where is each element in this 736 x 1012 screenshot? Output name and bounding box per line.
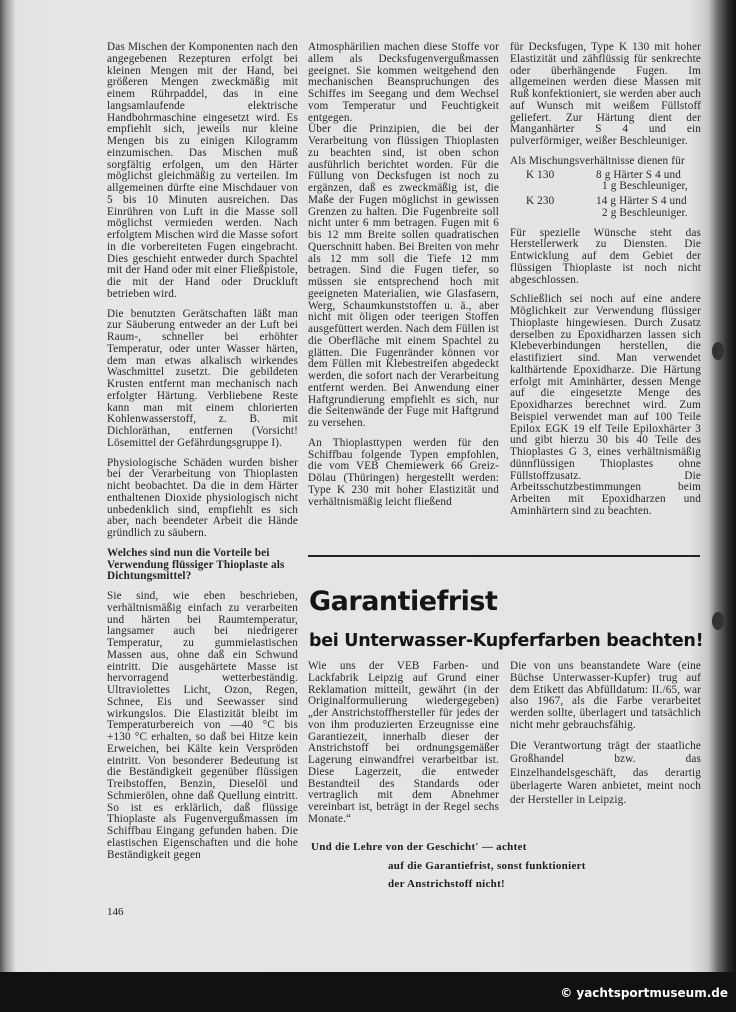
paragraph: Physiologische Schäden wurden bisher bei der Verarbeitung von Thioplasten nicht beobachtet. Da die in dem Härter enthaltenen Dioxide physiologisch nicht unbedenklich sind, empfiehlt es sich aber, nach beendeter Arbeit die Hände gründlich zu säubern.: [107, 456, 298, 539]
paragraph: An Thioplasttypen werden für den Schiffbau folgende Typen empfohlen, die vom VEB Chemiewerk 66 Greiz-Dölau (Thüringen) hergestellt werden: Type K 230 mit hoher Elastizität und verhältnismäßig leicht fließend: [308, 436, 499, 508]
ratio-line: 2 g Beschleuniger.: [602, 206, 688, 219]
paragraph: Atmosphärilien machen diese Stoffe vor allem als Decksfugenvergußmassen geeignet. Sie kommen weitgehend den mechanischen Beanspruchungen des Schiffes im Seegang und dem Wechsel vom Temperatur und Feuchtigkeit entgegen.: [308, 41, 499, 124]
type-cell: K 130: [526, 168, 555, 181]
paragraph: Die benutzten Gerätschaften läßt man zur Säuberung entweder an der Luft bei Raum-, schneller bei erhöhter Temperatur, oder unter Wasser härten, dem man etwas alkalisch wirkendes Waschmittel zusetzt. Die gebildeten Krusten entfernt man mechanisch nach erfolgter Härtung. Verbliebene Reste kann man mit einem chlorierten Kohlenwasserstoff, z. B. mit Dichloräthan, entfernen (Vorsicht! Lösemittel der Gefährdungsgruppe I).: [107, 307, 298, 449]
column-1: [107, 42, 298, 869]
binding-hole: [712, 612, 724, 630]
paragraph: Schließlich sei noch auf eine andere Möglichkeit zur Verwendung flüssiger Thioplaste hingewiesen. Durch Zusatz derselben zu Epoxidharzen lassen sich Klebeverbindungen herstellen, die elastifiziert sind. Man verwendet kalthärtende Epoxidharze. Die Härtung erfolgt mit Aminhärter, dessen Menge auf die eingesetzte Menge des Epoxidharzes berechnet wird. Zum Beispiel verwendet man auf 100 Teile Epilox EGK 19 elf Teile Epiloxhärter 3 und gibt hierzu 30 bis 40 Teile des Thioplastes G 3, eines verhältnismäßig dünnflüssigen Thioplastes ohne Füllstoffzusatz. Die Arbeitsschutzbestimmungen beim Arbeiten mit Epoxidharzen und Aminhärtern sind zu beachten.: [510, 293, 701, 517]
article-subtitle: bei Unterwasser-Kupferfarben beachten!: [309, 631, 704, 651]
moral-line-1: Und die Lehre von der Geschicht' — achtet: [311, 841, 527, 853]
page-number: 146: [107, 906, 124, 918]
column-3: [510, 42, 701, 526]
moral-line-3: der Anstrichstoff nicht!: [388, 878, 505, 890]
paragraph: Für spezielle Wünsche steht das Herstellerwerk zu Diensten. Die Entwicklung auf dem Gebiet der flüssigen Thioplaste ist noch nicht abgeschlossen.: [510, 226, 701, 286]
moral-line-2: auf die Garantiefrist, sonst funktioniert: [388, 860, 586, 872]
mix-ratio-table: [510, 170, 688, 220]
paragraph: Die von uns beanstandete Ware (eine Büchse Unterwasser-Kupfer) trug auf dem Etikett das Abfülldatum: II./65, war also 1967, als die Farbe verarbeitet werden sollte, überlagert und tatsächlich nicht mehr gebrauchsfähig.: [510, 660, 701, 731]
paragraph: Die Verantwortung trägt der staatliche Großhandel bzw. das Einzelhandelsgeschäft, das derartig überlagerte Waren anbietet, meint noch der Hersteller in Leipzig.: [510, 739, 701, 806]
table-row: [510, 193, 688, 220]
watermark: © yachtsportmuseum.de: [560, 986, 728, 1000]
article-title: Garantiefrist: [309, 586, 498, 617]
paragraph: Über die Prinzipien, die bei der Verarbeitung von flüssigen Thioplasten zu beachten sind, ist oben schon ausführlich berichtet worden. Für die Füllung von Decksfugen ist noch zu ergänzen, daß es zweckmäßig ist, die Maße der Fugen möglichst in gewissen Grenzen zu halten. Die Fugenbreite soll nicht unter 6 mm betragen. Fugen mit 6 bis 12 mm Breite sollen quadratischen Querschnitt haben. Bei Breiten von mehr als 12 mm soll die Tiefe 12 mm betragen. Sind die Fugen tiefer, so müssen sie entsprechend hoch mit geeigneten Materialien, wie Glasfasern, Werg, Schaumkunststoffen u. ä., aber nicht mit öligen oder teerigen Stoffen ausgefüttert werden. Nach dem Füllen ist die Oberfläche mit einem Spachtel zu glätten. Die Fugenränder können vor dem Füllen mit Klebestreifen abgedeckt werden, die sofort nach der Verarbeitung entfernt werden. Bei Anwendung einer Haftgrundierung empfiehlt es sich, nur die Seitenwände der Fuge mit Haftgrund zu versehen.: [308, 123, 499, 429]
section-heading: Welches sind nun die Vorteile bei Verwendung flüssiger Thioplaste als Dichtungsmittel?: [107, 546, 285, 583]
column-2: [308, 42, 499, 516]
ratio-cell: [596, 193, 688, 220]
mix-intro: Als Mischungsverhältnisse dienen für: [510, 154, 685, 167]
article-column-right: [510, 661, 701, 815]
section-divider: [308, 555, 700, 557]
paragraph: Sie sind, wie eben beschrieben, verhältnismäßig einfach zu verarbeiten und härten bei Raumtemperatur, langsamer auch bei niedrigerer Temperatur, zu gummielastischen Massen aus, ohne daß ein Schwund eintritt. Die ausgehärtete Masse ist hervorragend wetterbeständig. Ultraviolettes Licht, Ozon, Regen, Schnee, Eis und Seewasser sind wirkungslos. Die Elastizität bleibt im Temperaturbereich von —40 °C bis +130 °C erhalten, so daß bei Hitze kein Erweichen, bei Kälte kein Verspröden eintritt. Von besonderer Bedeutung ist die Beständigkeit gegenüber flüssigen Treibstoffen, Benzin, Dieselöl und Schmierölen, ohne daß Quellung eintritt. So ist es erklärlich, daß flüssige Thioplaste als Fugenvergußmassen im Schiffbau Eingang gefunden haben. Die elastischen Eigenschaften und die hohe Beständigkeit gegen: [107, 590, 298, 861]
binding-hole: [712, 342, 724, 360]
ratio-line: 14 g Härter S 4 und: [596, 195, 687, 207]
paragraph: Das Mischen der Komponenten nach den angegebenen Rezepturen erfolgt bei kleinen Mengen mit der Hand, bei größeren Mengen zweckmäßig mit einem Rührpaddel, das in eine langsamlaufende elektrische Handbohrmaschine eingesetzt wird. Es empfiehlt sich, jeweils nur kleine Mengen bis zu einigen Kilogramm einzumischen. Das Mischen muß sorgfältig erfolgen, um den Härter möglichst gleichmäßig zu verteilen. Im allgemeinen dürfte eine Mischdauer von 5 bis 10 Minuten ausreichen. Das Einrühren von Luft in die Masse soll möglichst vermieden werden. Nach erfolgtem Mischen wird die Masse sofort in die vorbereiteten Fugen eingebracht. Dies geschieht entweder durch Spachtel mit der Hand oder mit einer Fließpistole, die mit der Hand oder Druckluft betrieben wird.: [107, 41, 298, 300]
ratio-line: 8 g Härter S 4 und: [596, 168, 682, 181]
article-column-left: [308, 661, 499, 834]
ratio-line: 1 g Beschleuniger,: [602, 180, 688, 193]
table-row: [510, 170, 688, 194]
ratio-cell: [596, 170, 688, 194]
type-cell: K 230: [526, 195, 555, 207]
paragraph: für Decksfugen, Type K 130 mit hoher Elastizität und zähflüssig für senkrechte oder überhängende Fugen. Im allgemeinen werden diese Massen mit Ruß konfektioniert, sie werden aber auch auf Wunsch mit weißem Füllstoff geliefert. Zur Härtung dient der Manganhärter S 4 und ein pulverförmiger, weißer Beschleuniger.: [510, 41, 701, 147]
paragraph: Wie uns der VEB Farben- und Lackfabrik Leipzig auf Grund einer Reklamation mitteilt, gewährt (in der Originalformulierung wiedergegeben) „der Anstrichstoffhersteller für jedes der von ihm produzierten Erzeugnisse eine Garantiezeit, innerhalb dieser der Anstrichstoff bei ordnungsgemäßer Lagerung einwandfrei verarbeitbar ist. Diese Lagerzeit, die entweder Bestandteil des Standards oder vertraglich mit dem Abnehmer vereinbart ist, beträgt in der Regel sechs Monate.“: [308, 660, 499, 825]
